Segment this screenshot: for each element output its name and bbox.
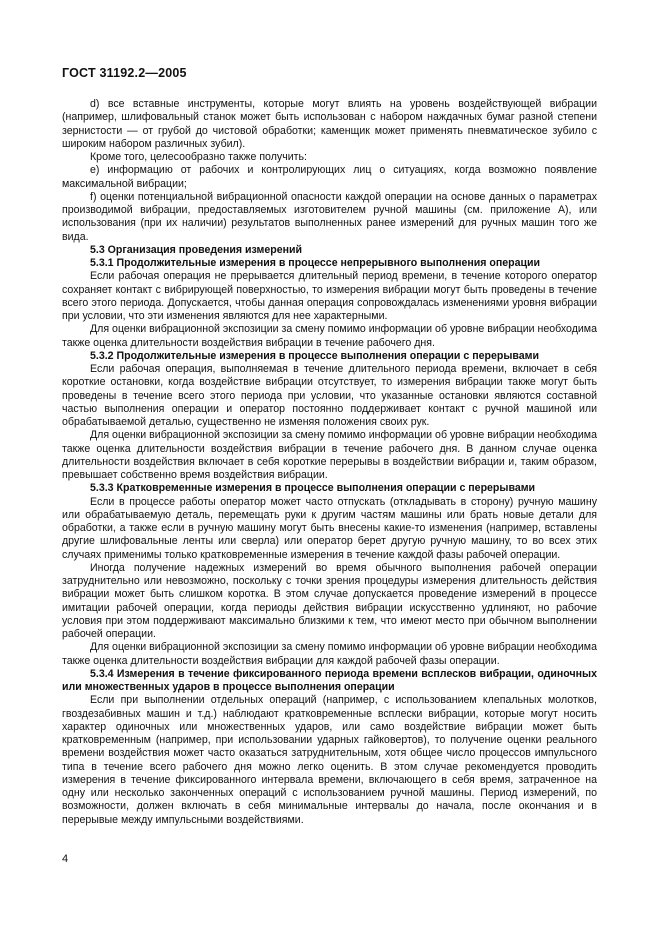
section-heading: 5.3.3 Кратковременные измерения в процессе выполнения операции с перерывами — [90, 482, 536, 495]
body-paragraph: f) оценки потенциальной вибрационной опасности каждой операции на основе данных о параметрах производимой вибрации, предоставляемых изготовителем ручной машины (см. приложение А), или использования (при их наличии) результатов выполненных ранее измерений для ручных машин того же вида. — [62, 190, 597, 243]
body-paragraph: Кроме того, целесообразно также получить: — [90, 151, 307, 163]
section-heading: 5.3.2 Продолжительные измерения в процессе выполнения операции с перерывами — [90, 349, 539, 362]
section-heading: 5.3.1 Продолжительные измерения в процессе непрерывного выполнения операции — [90, 257, 541, 269]
body-paragraph: d) все вставные инструменты, которые могут влиять на уровень воздействующей вибрации (например, шлифовальный станок может быть использован с набором наждачных бумаг разной степени зернистости — от грубой до чистовой обработки; каменщик может применять пневматическое зубило с широким набором различных зубил). — [62, 98, 597, 150]
body-paragraph: Для оценки вибрационной экспозиции за смену помимо информации об уровне вибрации необходима также оценка длительности воздействия вибрации в течение рабочего дня. В данном случае оценка длительности воздействия включает в себя короткие перерывы в воздействии вибрации и, таким образом, превышает собственно время воздействия вибрации. — [62, 429, 597, 481]
body-paragraph: Если рабочая операция не прерывается длительный период времени, в течение которого оператор сохраняет контакт с вибрирующей поверхностью, то измерения вибрации могут быть проведены в течение всего этого периода. Допускается, чтобы данная операция сопровождалась изменениями уровня вибрации при условии, что эти изменения являются для нее характерными. — [62, 270, 597, 322]
document-header: ГОСТ 31192.2—2005 — [62, 66, 187, 80]
document-body — [62, 98, 597, 827]
body-paragraph: Иногда получение надежных измерений во время обычного выполнения рабочей операции затруднительно или невозможно, поскольку с точки зрения процедуры измерения длительность действия вибрации может быть слишком коротка. В этом случае допускается проведение измерений в процессе имитации рабочей операции, когда периоды действия вибрации искусственно удлиняют, но рабочие условия при этом поддерживают максимально близкими к тем, что имеют место при обычном выполнении рабочей операции. — [62, 561, 597, 640]
body-paragraph: Если при выполнении отдельных операций (например, с использованием клепальных молотков, гвоздезабивных машин и т.д.) наблюдают кратковременные всплески вибрации, которые могут носить характер одиночных или множественных ударов, или само воздействие вибрации может быть кратковременным (например, при использовании ударных гайковертов), то получение оценки реального времени воздействия может часто оказаться затруднительным, хотя общее число процессов импульсного типа в течение всего рабочего дня можно легко оценить. В этом случае рекомендуется проводить измерения в течение фиксированного интервала времени, включающего в себя время, затраченное на одну или несколько законченных операций с использованием ручной машины. Период измерений, по возможности, должен включать в себя минимальные интервалы до начала, после окончания и в перерывые между импульсными воздействиями. — [62, 694, 597, 826]
page-number: 4 — [62, 853, 69, 865]
body-paragraph: Если в процессе работы оператор может часто отпускать (откладывать в сторону) ручную машину или обрабатываемую деталь, перемещать руки к другим частям машины или брать новые детали для обработки, а также если в ручную машину могут быть внесены какие-то изменения (например, вставлены другие шлифовальные ленты или сверла) или оператор берет другую ручную машину, то во всех этих случаях применимы только кратковременные измерения в течение каждой фазы рабочей операции. — [62, 495, 597, 561]
body-paragraph: Если рабочая операция, выполняемая в течение длительного периода времени, включает в себя короткие остановки, когда воздействие вибрации отсутствует, то измерения вибрации также могут быть проведены в течение всего этого периода при условии, что указанные остановки являются составной частью выполнения операции и оператор постоянно поддерживает контакт с ручной машиной или обрабатываемой деталью, существенно не изменяя положения своих рук. — [62, 363, 597, 428]
body-paragraph: e) информацию от рабочих и контролирующих лиц о ситуациях, когда возможно появление максимальной вибрации; — [62, 164, 597, 190]
section-heading: 5.3 Организация проведения измерений — [90, 243, 303, 256]
section-heading: 5.3.4 Измерения в течение фиксированного периода времени всплесков вибрации, одиночных или множественных ударов в процессе выполнения операции — [62, 667, 597, 693]
body-paragraph: Для оценки вибрационной экспозиции за смену помимо информации об уровне вибрации необходима также оценка длительности воздействия вибрации для каждой рабочей фазы операции. — [62, 641, 597, 667]
body-paragraph: Для оценки вибрационной экспозиции за смену помимо информации об уровне вибрации необходима также оценка длительности воздействия вибрации в течение рабочего дня. — [62, 323, 597, 349]
